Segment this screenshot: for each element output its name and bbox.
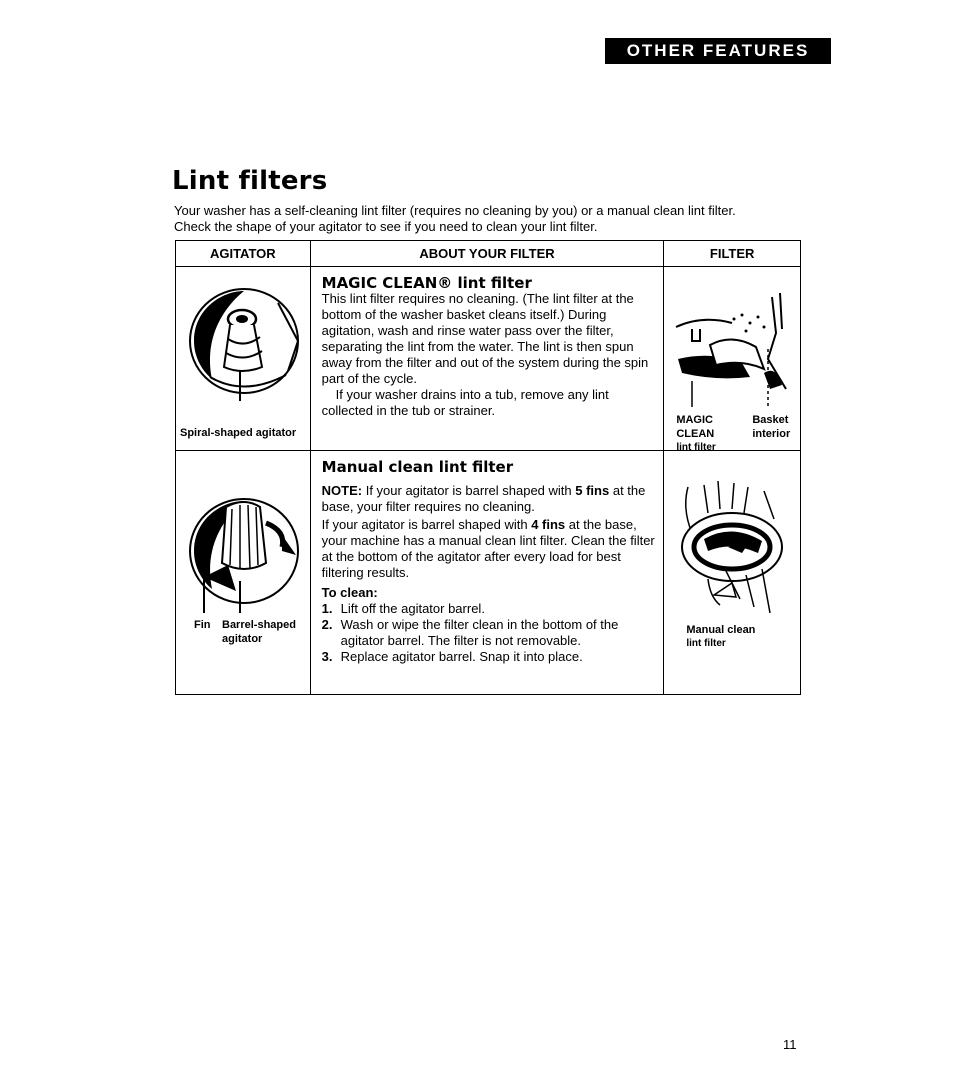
barrel-agitator-caption-2: agitator [222, 633, 263, 645]
intro-line-2: Check the shape of your agitator to see if you need to clean your lint filter. [174, 219, 598, 234]
barrel-agitator-illustration [182, 485, 304, 617]
magic-clean-caption-left-2: CLEAN [676, 428, 715, 440]
manual-clean-filter-illustration [674, 479, 794, 621]
header-agitator: AGITATOR [176, 241, 311, 267]
agitator-cell-spiral [176, 267, 311, 451]
section-banner: OTHER FEATURES [605, 38, 831, 64]
note-label: NOTE: [321, 483, 363, 498]
magic-clean-paragraph-1: This lint filter requires no cleaning. (The lint filter at the bottom of the washer basket cleans itself.) During agitation, wash and rinse water pass over the filter, separating the lint from the water. The lint is then spun away from the filter and out of the system during the spin part of the cycle. [321, 291, 649, 386]
page-number: 11 [783, 1037, 797, 1052]
agitator-cell-barrel [176, 451, 311, 695]
spiral-agitator-caption: Spiral-shaped agitator [180, 427, 297, 439]
magic-clean-filter-illustration [672, 289, 796, 413]
note-bold: 5 fins [575, 483, 610, 498]
manual-clean-note [322, 483, 656, 515]
note-text-b: at the base, your filter requires no cleaning. [321, 483, 646, 514]
para-text-b: at the base, your machine has a manual clean lint filter. Clean the filter at the bottom of the agitator after every load for best filtering results. [321, 517, 655, 580]
intro-text [174, 203, 814, 235]
manual-clean-caption-1: Manual clean [686, 624, 756, 636]
header-about: ABOUT YOUR FILTER [310, 241, 664, 267]
about-cell-manual-clean [310, 451, 664, 695]
note-text-a: If your agitator is barrel shaped with [362, 483, 576, 498]
lint-filter-table [175, 240, 801, 695]
para-bold: 4 fins [531, 517, 566, 532]
filter-cell-manual-clean [664, 451, 801, 695]
magic-clean-paragraph-2: If your washer drains into a tub, remove any lint collected in the tub or strainer. [321, 387, 609, 418]
magic-clean-caption-left-3: lint filter [676, 442, 716, 453]
header-filter: FILTER [664, 241, 801, 267]
barrel-agitator-caption-1: Barrel-shaped [222, 619, 296, 631]
cleaning-steps [322, 601, 656, 665]
about-cell-magic-clean [310, 267, 664, 451]
filter-cell-magic-clean [664, 267, 801, 451]
para-text-a: If your agitator is barrel shaped with [321, 517, 532, 532]
magic-clean-caption-left-1: MAGIC [676, 414, 713, 426]
page-title: Lint filters [172, 166, 328, 196]
basket-interior-caption-2: interior [752, 428, 791, 440]
step-item: 2. Wash or wipe the filter clean in the bottom of the agitator barrel. The filter is not removable. [321, 617, 619, 648]
manual-clean-heading: Manual clean lint filter [321, 458, 514, 476]
step-item: 3. Replace agitator barrel. Snap it into place. [321, 649, 583, 664]
magic-clean-heading: MAGIC CLEAN® lint filter [321, 274, 532, 292]
table-row-magic-clean [176, 267, 801, 451]
manual-clean-caption-2: lint filter [686, 638, 726, 649]
table-row-manual-clean [176, 451, 801, 695]
fin-caption: Fin [194, 619, 211, 631]
to-clean-label: To clean: [321, 585, 378, 600]
spiral-agitator-illustration [182, 279, 304, 409]
basket-interior-caption-1: Basket [752, 414, 789, 426]
intro-line-1: Your washer has a self-cleaning lint filter (requires no cleaning by you) or a manual clean lint filter. [174, 203, 736, 218]
step-item: 1. Lift off the agitator barrel. [321, 601, 485, 616]
manual-clean-paragraph [322, 517, 656, 581]
